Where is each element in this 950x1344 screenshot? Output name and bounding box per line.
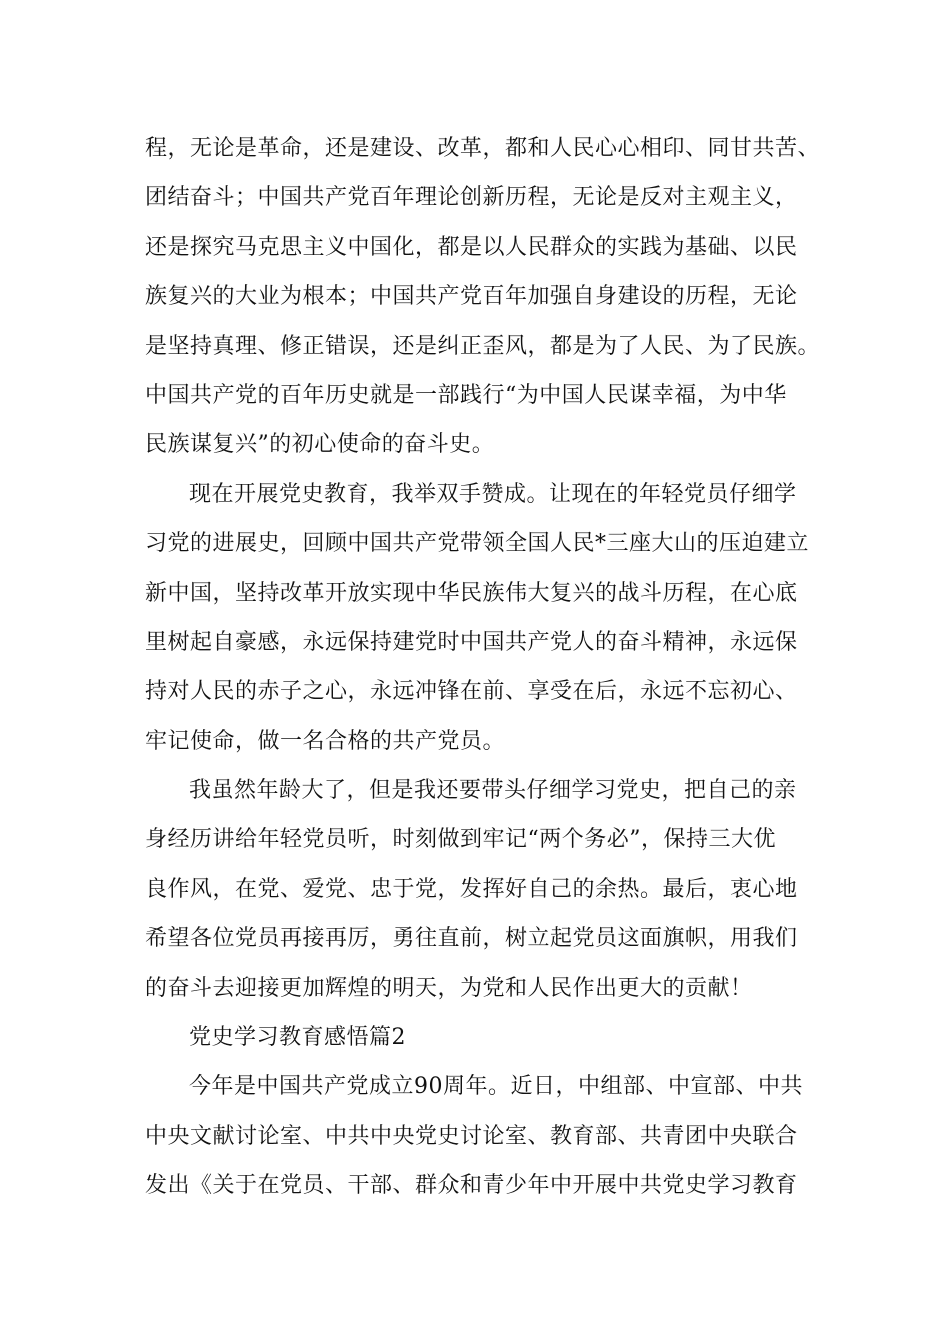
text-line: 习党的进展史，回顾中国共产党带领全国人民*三座大山的压迫建立	[145, 531, 810, 557]
text-line: 是坚持真理、修正错误，还是纠正歪风，都是为了人民、为了民族。	[145, 333, 821, 359]
paragraph-start-line: 今年是中国共产党成立90周年。近日，中组部、中宣部、中共	[189, 1074, 803, 1100]
text-line: 新中国，坚持改革开放实现中华民族伟大复兴的战斗历程，在心底	[145, 580, 798, 606]
paragraph-start-line: 现在开展党史教育，我举双手赞成。让现在的年轻党员仔细学	[189, 481, 797, 507]
text-line: 里树起自豪感，永远保持建党时中国共产党人的奋斗精神，永远保	[145, 629, 798, 655]
text-line: 良作风，在党、爱党、忠于党，发挥好自己的余热。最后，衷心地	[145, 876, 798, 902]
text-line: 中国共产党的百年历史就是一部践行“为中国人民谋幸福，为中华	[145, 382, 787, 408]
text-line: 民族谋复兴”的初心使命的奋斗史。	[145, 432, 495, 458]
text-line: 发出《关于在党员、干部、群众和青少年中开展中共党史学习教育	[145, 1173, 798, 1199]
text-line: 希望各位党员再接再厉，勇往直前，树立起党员这面旗帜，用我们	[145, 926, 798, 952]
text-line: 持对人民的赤子之心，永远冲锋在前、享受在后，永远不忘初心、	[145, 679, 798, 705]
text-line: 还是探究马克思主义中国化，都是以人民群众的实践为基础、以民	[145, 234, 798, 260]
text-line: 中央文献讨论室、中共中央党史讨论室、教育部、共青团中央联合	[145, 1123, 798, 1149]
text-line: 牢记使命，做一名合格的共产党员。	[145, 728, 506, 754]
text-line: 团结奋斗；中国共产党百年理论创新历程，无论是反对主观主义，	[145, 185, 798, 211]
text-line: 族复兴的大业为根本；中国共产党百年加强自身建设的历程，无论	[145, 284, 798, 310]
section-heading: 党史学习教育感悟篇2	[189, 1025, 406, 1051]
text-line: 身经历讲给年轻党员听，时刻做到牢记“两个务必”，保持三大优	[145, 827, 776, 853]
paragraph-start-line: 我虽然年龄大了，但是我还要带头仔细学习党史，把自己的亲	[189, 778, 797, 804]
text-line: 的奋斗去迎接更加辉煌的明天，为党和人民作出更大的贡献！	[145, 975, 753, 1001]
text-line: 程，无论是革命，还是建设、改革，都和人民心心相印、同甘共苦、	[145, 136, 821, 161]
document-body	[145, 124, 835, 1211]
